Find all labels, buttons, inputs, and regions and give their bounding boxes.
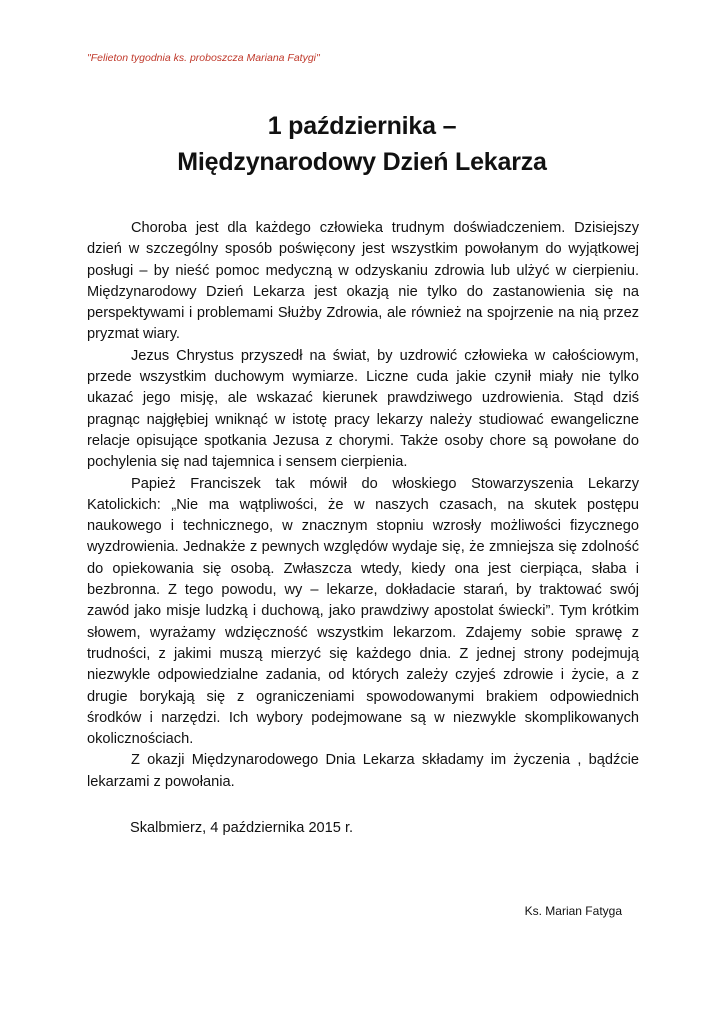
title-line-1: 1 października – <box>267 112 457 140</box>
header-note: "Felieton tygodnia ks. proboszcza Mariana Fatygi" <box>87 52 320 64</box>
paragraph: Jezus Chrystus przyszedł na świat, by uzdrowić człowieka w całościowym, przede wszystkim duchowym wymiarze. Liczne cuda jakie czynił miały nie tylko ukazać jego misję, ale wskazać kierunek prawdziwego uzdrowienia. Stąd dziś pragnąc najgłębiej wniknąć w istotę pracy lekarzy należy studiować ewangeliczne relacje opisujące spotkania Jezusa z chorymi. Także osoby chore są powołane do pochylenia się nad tajemnica i sensem cierpienia. <box>87 347 639 471</box>
page-title <box>87 108 637 180</box>
author-signature: Ks. Marian Fatyga <box>524 904 622 918</box>
paragraph: Choroba jest dla każdego człowieka trudnym doświadczeniem. Dzisiejszy dzień w szczególny sposób poświęcony jest wszystkim powołanym do wyjątkowej posługi – by nieść pomoc medyczną w odzyskaniu zdrowia lub ulżyć w cierpieniu. Międzynarodowy Dzień Lekarza jest okazją nie tylko do zastanowienia się na perspektywami i problemami Służby Zdrowia, ale również na spojrzenie na nią przez pryzmat wiary. <box>87 220 639 343</box>
paragraph: Z okazji Międzynarodowego Dnia Lekarza składamy im życzenia , bądźcie lekarzami z powołania. <box>87 752 639 790</box>
place-date: Skalbmierz, 4 października 2015 r. <box>130 820 354 836</box>
title-line-2: Międzynarodowy Dzień Lekarza <box>177 148 547 176</box>
paragraph: Papież Franciszek tak mówił do włoskiego Stowarzyszenia Lekarzy Katolickich: „Nie ma wątpliwości, że w naszych czasach, na skutek postępu naukowego i technicznego, w znacznym stopniu wzrosły możliwości fizycznego wyzdrowienia. Jednakże z pewnych względów wydaje się, że zmniejsza się zdolność do opiekowania się osobą. Zwłaszcza wtedy, kiedy ona jest cierpiąca, słaba i bezbronna. Z tego powodu, wy – lekarze, dokładacie starań, by traktować swój zawód jako misje ludzką i duchową, jako prawdziwy apostolat świecki”. Tym krótkim słowem, wyrażamy wdzięczność wszystkim lekarzom. Zdajemy sobie sprawę z trudności, z jakimi muszą mierzyć się każdego dnia. Z jednej strony podejmują niezwykle odpowiedzialne zadania, od których zależy czyjeś zdrowie i życie, a z drugie borykają się z ograniczeniami spowodowanymi brakiem odpowiednich środków i narzędzi. Ich wybory podejmowane są w niezwykle skomplikowanych okolicznościach. <box>87 475 639 748</box>
article-body <box>87 218 639 793</box>
